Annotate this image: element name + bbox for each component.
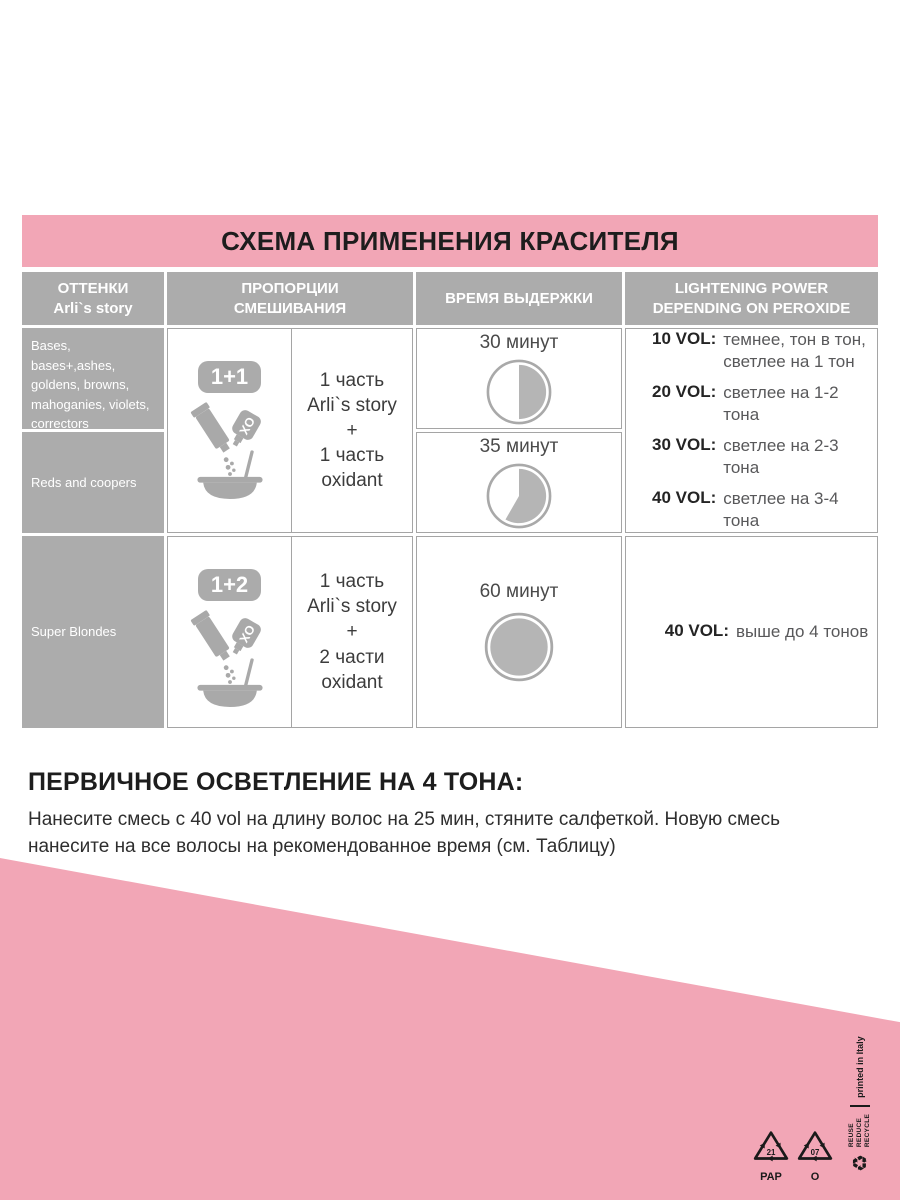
printed-in-italy-text: printed in Italy [855,1036,865,1098]
mix-cell-2-visual [168,537,292,727]
strip-divider [850,1105,870,1107]
vol-item-10 [652,329,877,373]
mix1-line: oxidant [321,470,383,492]
vol-desc-line1: выше до 4 тонов [735,621,869,641]
vol-desc [723,382,877,426]
shade-cell-super-blondes [22,536,164,728]
header-time-line1: ВРЕМЯ ВЫДЕРЖКИ [445,289,593,307]
mix-cell-2 [167,536,413,728]
section-body [28,807,880,861]
section-heading: ПЕРВИЧНОЕ ОСВЕТЛЕНИЕ НА 4 ТОНА: [28,768,524,796]
mix1-line: 1 часть [319,369,385,391]
timer-pie-35-icon [484,461,554,531]
vol-label: 20 VOL: [652,381,717,401]
time-cell-30 [416,328,622,429]
timer-pie-30-icon [484,357,554,427]
header-proportions-line2: СМЕШИВАНИЯ [233,299,347,317]
reuse-line: REDUCE [855,1117,863,1148]
mix2-line: 2 части [319,646,385,668]
recycle-code-pap [749,1127,793,1183]
reuse-line: REUSE [847,1123,855,1148]
header-time [416,272,622,325]
shade-cell-reds-label: Reds and coopers [31,474,137,490]
mix2-line: oxidant [321,671,383,693]
time-label-30: 30 минут [479,332,559,353]
section-body-line1: Нанесите смесь с 40 vol на длину волос на 25 мин, стяните салфеткой. Новую смесь [28,809,781,830]
header-proportions-line1: ПРОПОРЦИИ [241,280,339,297]
mix2-line: Arli`s story [307,596,397,618]
header-proportions [167,272,413,325]
vol-desc-line1: светлее на 2-3 тона [723,436,839,478]
primary-lightening-section [28,768,880,861]
recycle-triangle-icon [795,1127,835,1165]
time-cell-60 [416,536,622,728]
mobius-recycle-icon: ♻ [848,1154,872,1172]
recycle-triangle-icon [751,1127,791,1165]
header-shades-line2: Arli`s story [53,299,133,317]
vol-desc [723,435,877,479]
time-cell-35 [416,432,622,533]
time-label-35: 35 минут [479,436,559,457]
header-lightening-line1: LIGHTENING POWER [674,280,829,297]
vol-label: 10 VOL: [652,328,717,348]
mix-cell-1 [167,328,413,533]
vol-label: 40 VOL: [652,488,717,508]
lightening-power-cell-2 [625,536,878,728]
reuse-line: RECYCLE [864,1113,872,1148]
header-shades-line1: ОТТЕНКИ [57,280,129,297]
recycle-code-number: 07 [810,1148,820,1158]
header-lightening [625,272,878,325]
vol-item-30 [652,435,877,479]
vol-desc-line1: светлее на 3-4 тона [723,489,839,531]
timer-pie-60-icon [482,610,556,684]
vol-desc-line1: светлее на 1-2 тона [723,382,839,424]
ratio-badge-1plus1: 1+1 [198,361,261,393]
vol-desc [723,329,866,373]
vol-desc-line1: темнее, тон в тон, [723,329,866,349]
vol-label: 40 VOL: [664,620,729,640]
vol-item-40 [652,488,877,532]
page-title: СХЕМА ПРИМЕНЕНИЯ КРАСИТЕЛЯ [221,225,679,256]
vol-desc [736,621,868,643]
recycle-code-o [793,1127,837,1183]
mixing-bowl-icon [184,400,276,504]
shade-cell-bases: Bases, bases+,ashes, goldens, browns, mahoganies, violets, correctors [22,328,164,429]
mix1-line: 1 часть [319,445,385,467]
recycle-code-number: 21 [766,1148,776,1158]
application-scheme-table [22,272,878,728]
mix2-line: + [346,621,358,643]
shade-cell-super-blondes-label: Super Blondes [31,624,117,640]
vol-item-40-super [665,621,869,643]
vol-label: 30 VOL: [652,435,717,454]
mix1-line: + [346,419,358,441]
shade-cell-reds [22,432,164,533]
header-lightening-line2: DEPENDING ON PEROXIDE [652,299,851,317]
mix-cell-1-visual [168,329,292,532]
reuse-reduce-recycle-text [848,1114,872,1147]
vol-desc [723,488,877,532]
title-bar [22,215,878,267]
time-label-60: 60 минут [479,581,559,602]
section-body-line2: нанесите на все волосы на рекомендованное время (см. Таблицу) [28,835,616,857]
recycle-code-label: O [810,1171,820,1183]
mix-cell-1-text [292,329,412,532]
ratio-badge-1plus2: 1+2 [198,569,261,601]
mix1-line: Arli`s story [307,394,397,416]
mix2-line: 1 часть [319,571,385,593]
mixing-bowl-icon [184,608,276,712]
recycle-code-label: PAP [760,1171,782,1183]
lightening-power-cell-1 [625,328,878,533]
vol-item-20 [652,382,877,426]
header-shades [22,272,164,325]
vol-desc-line2: светлее на 1 тон [723,351,855,371]
mix-cell-2-text [292,537,412,727]
side-print-strip [846,1036,874,1172]
